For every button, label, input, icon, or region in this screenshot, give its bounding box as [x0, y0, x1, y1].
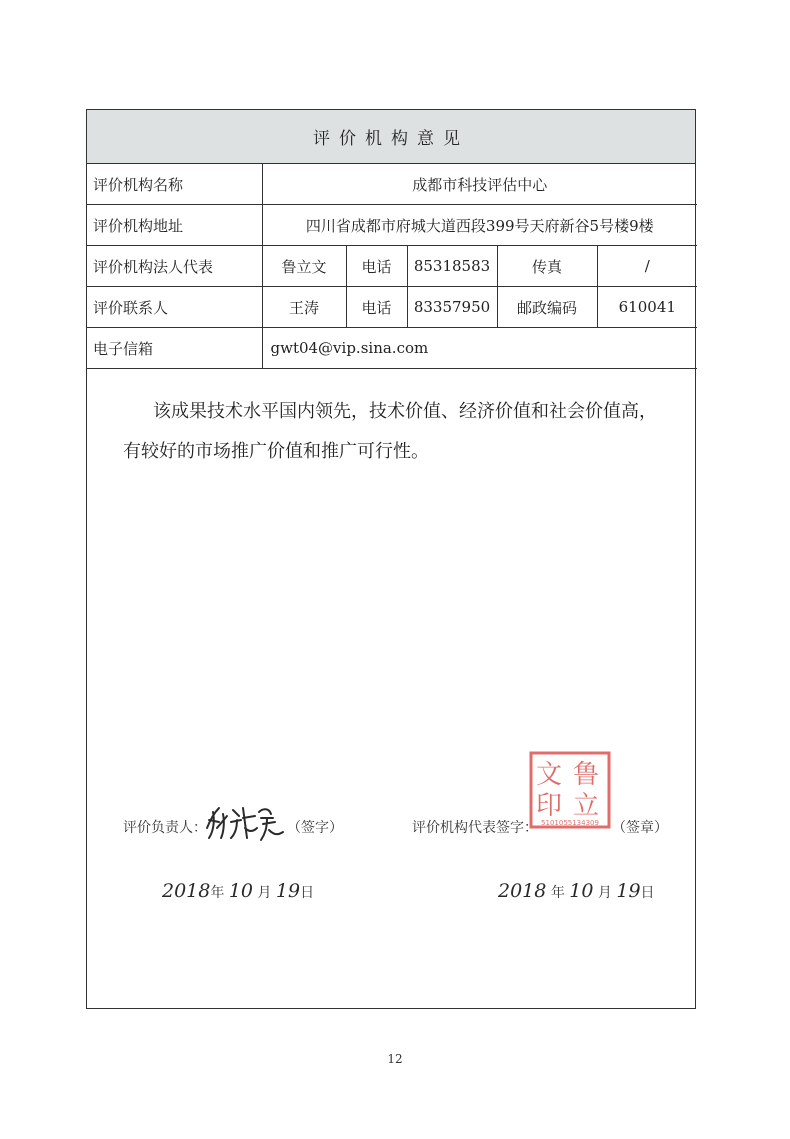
address-label: 评价机构地址 — [87, 205, 262, 246]
seal-char: 印 — [536, 791, 563, 821]
opinion-line-2: 有较好的市场推广价值和推广可行性。 — [123, 441, 429, 462]
rep-label: 评价机构代表签字： — [412, 820, 538, 836]
fax-value: / — [597, 246, 697, 287]
date-left — [162, 880, 314, 902]
date-month: 10 — [228, 880, 253, 902]
legal-rep-value: 鲁立文 — [262, 246, 346, 287]
official-seal — [528, 750, 612, 830]
date-month: 10 — [569, 880, 594, 902]
handwritten-signature — [203, 798, 287, 844]
seal-char: 鲁 — [573, 760, 600, 790]
legal-rep-phone: 85318583 — [407, 246, 497, 287]
month-unit: 月 — [257, 885, 272, 901]
name-value: 成都市科技评估中心 — [262, 164, 697, 205]
table-row — [87, 246, 697, 287]
date-right — [498, 880, 655, 902]
responsible-label: 评价负责人： — [123, 820, 207, 836]
table-row — [87, 287, 697, 328]
contact-phone: 83357950 — [407, 287, 497, 328]
year-unit: 年 — [210, 885, 225, 901]
email-label: 电子信箱 — [87, 328, 262, 369]
year-unit: 年 — [550, 885, 565, 901]
legal-rep-phone-label: 电话 — [346, 246, 407, 287]
responsible-note: （签字） — [287, 820, 343, 836]
contact-value: 王涛 — [262, 287, 346, 328]
seal-code: 5101055134309 — [541, 819, 599, 827]
date-day: 19 — [275, 880, 301, 902]
legal-rep-label: 评价机构法人代表 — [87, 246, 262, 287]
contact-phone-label: 电话 — [346, 287, 407, 328]
month-unit: 月 — [597, 885, 612, 901]
table-row — [87, 164, 697, 205]
day-unit: 日 — [300, 885, 315, 901]
postcode-value: 610041 — [597, 287, 697, 328]
date-day: 19 — [616, 880, 641, 902]
form-title: 评价机构意见 — [87, 110, 695, 164]
name-label: 评价机构名称 — [87, 164, 262, 205]
date-year: 2018 — [498, 880, 547, 902]
opinion-text — [123, 392, 693, 472]
evaluation-form — [86, 109, 696, 1009]
table-row — [87, 205, 697, 246]
seal-char: 文 — [536, 760, 563, 790]
table-row — [87, 328, 697, 369]
opinion-line-1: 该成果技术水平国内领先，技术价值、经济价值和社会价值高， — [153, 401, 657, 422]
institution-info-table — [87, 164, 697, 369]
day-unit: 日 — [640, 885, 655, 901]
page-number: 12 — [387, 1052, 403, 1066]
address-value: 四川省成都市府城大道西段399号天府新谷5号楼9楼 — [262, 205, 697, 246]
postcode-label: 邮政编码 — [497, 287, 597, 328]
rep-note: （签章） — [612, 820, 668, 836]
email-value: gwt04@vip.sina.com — [262, 328, 697, 369]
date-year: 2018 — [162, 880, 211, 902]
seal-char: 立 — [573, 791, 600, 821]
contact-label: 评价联系人 — [87, 287, 262, 328]
fax-label: 传真 — [497, 246, 597, 287]
